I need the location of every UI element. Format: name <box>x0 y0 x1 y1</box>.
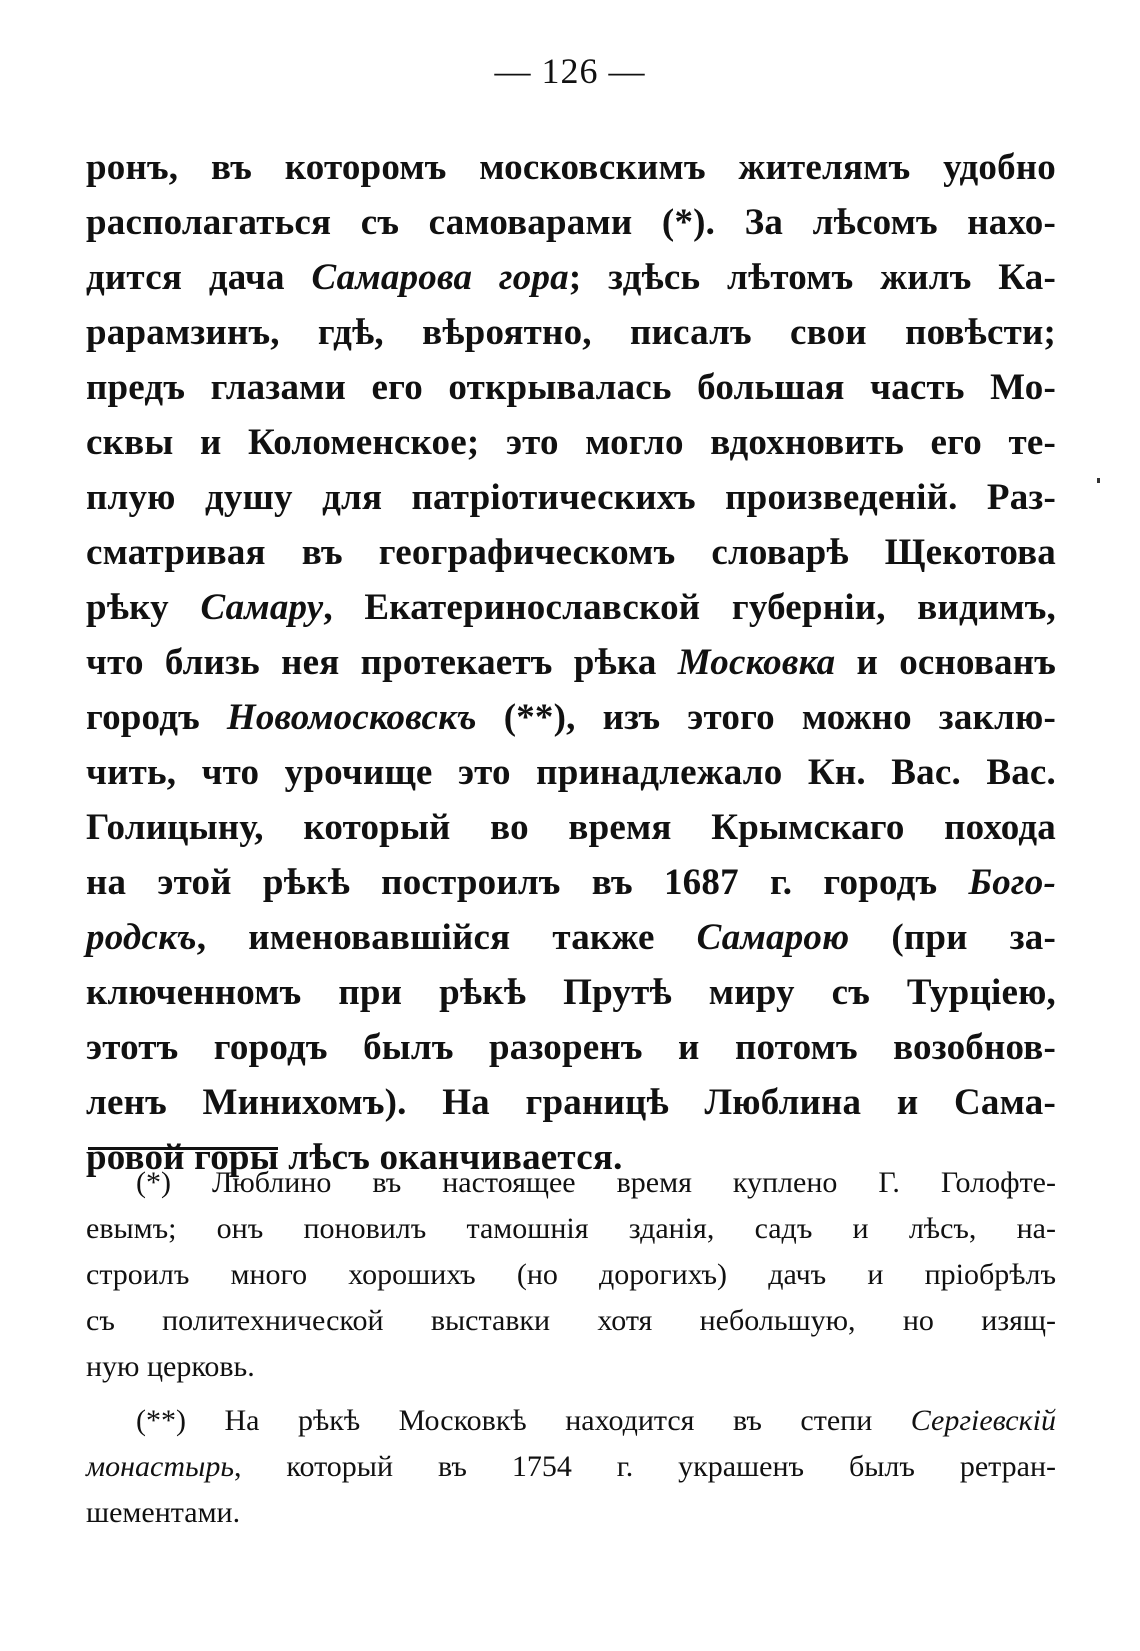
text-run: предъ глазами его открывалась большая часть Мо- <box>86 367 1056 408</box>
italic-text: Сергіевскій <box>910 1404 1056 1437</box>
text-run: и основанъ <box>835 642 1056 683</box>
footnote-line <box>86 1206 1056 1252</box>
footnote-line <box>86 1490 1056 1536</box>
main-text <box>86 140 1056 1185</box>
italic-text: Самарою <box>696 917 850 958</box>
text-run: ленъ Минихомъ). На границѣ Люблина и Сама- <box>86 1082 1056 1123</box>
text-line <box>86 800 1056 855</box>
text-run: ную церковь. <box>86 1350 255 1383</box>
italic-text: Московка <box>677 642 836 683</box>
italic-text: родскъ <box>86 917 197 958</box>
text-line <box>86 965 1056 1020</box>
text-run: съ политехнической выставки хотя небольшую, но изящ- <box>86 1304 1056 1337</box>
page-number: — 126 — <box>494 51 646 91</box>
text-run: ронъ, въ которомъ московскимъ жителямъ удобно <box>86 147 1056 188</box>
text-line <box>86 195 1056 250</box>
text-line <box>86 635 1056 690</box>
text-line <box>86 1075 1056 1130</box>
text-line <box>86 910 1056 965</box>
footnote-line <box>86 1344 1056 1390</box>
footnote-line <box>86 1160 1056 1206</box>
text-line <box>86 580 1056 635</box>
italic-text: Самару <box>200 587 324 628</box>
text-run: на этой рѣкѣ построилъ въ 1687 г. городъ <box>86 862 969 903</box>
footnote-line <box>86 1298 1056 1344</box>
text-run: Голицыну, который во время Крымскаго похода <box>86 807 1056 848</box>
italic-text: Самарова гора <box>311 257 569 298</box>
text-line <box>86 1020 1056 1075</box>
text-run: сматривая въ географическомъ словарѣ Щекотова <box>86 532 1056 573</box>
text-run: чить, что урочище это принадлежало Кн. Вас. Вас. <box>86 752 1056 793</box>
text-line <box>86 470 1056 525</box>
footnote-gap <box>86 1390 1056 1398</box>
text-run: , Екатеринославской губерніи, видимъ, <box>323 587 1057 628</box>
print-speck <box>1097 478 1100 483</box>
text-line <box>86 855 1056 910</box>
text-line <box>86 525 1056 580</box>
footnotes <box>86 1160 1056 1536</box>
text-run: евымъ; онъ поновилъ тамошнія зданія, садъ и лѣсъ, на- <box>86 1212 1056 1245</box>
text-run: (**) На рѣкѣ Московкѣ находится въ степи <box>136 1404 911 1437</box>
text-run: плую душу для патріотическихъ произведеній. Раз- <box>86 477 1056 518</box>
text-line <box>86 305 1056 360</box>
text-run: (при за- <box>849 917 1057 958</box>
text-line <box>86 140 1056 195</box>
text-line <box>86 690 1056 745</box>
text-run: , который въ 1754 г. украшенъ былъ ретран- <box>233 1450 1056 1483</box>
italic-text: Новомосковскъ <box>226 697 477 738</box>
text-run: располагаться съ самоварами (*). За лѣсомъ нахо- <box>86 202 1056 243</box>
text-line <box>86 415 1056 470</box>
text-run: шементами. <box>86 1496 241 1529</box>
text-run: ; здѣсь лѣтомъ жилъ Ка- <box>568 257 1056 298</box>
footnote-line <box>86 1444 1056 1490</box>
text-run: ключенномъ при рѣкѣ Прутѣ миру съ Турціею, <box>86 972 1056 1013</box>
text-line <box>86 360 1056 415</box>
italic-text: монастырь <box>86 1450 234 1483</box>
text-run: ровой горы лѣсъ оканчивается. <box>86 1137 623 1178</box>
text-line <box>86 745 1056 800</box>
text-run: что близь нея протекаетъ рѣка <box>86 642 678 683</box>
footnote-line <box>86 1398 1056 1444</box>
text-run: этотъ городъ былъ разоренъ и потомъ возобнов- <box>86 1027 1056 1068</box>
footnote-separator <box>88 1147 278 1150</box>
text-line <box>86 250 1056 305</box>
italic-text: Бого- <box>968 862 1056 903</box>
text-run: , именовавшійся также <box>196 917 697 958</box>
text-run: (**), изъ этого можно заклю- <box>476 697 1056 738</box>
text-run: сквы и Коломенское; это могло вдохновить его те- <box>86 422 1056 463</box>
text-run: (*) Люблино въ настоящее время куплено Г. Голофте- <box>136 1166 1056 1199</box>
footnote-line <box>86 1252 1056 1298</box>
text-run: рѣку <box>86 587 201 628</box>
text-run: городъ <box>86 697 227 738</box>
text-run: строилъ много хорошихъ (но дорогихъ) дачъ и пріобрѣлъ <box>86 1258 1056 1291</box>
text-run: дится дача <box>86 257 312 298</box>
text-run: рарамзинъ, гдѣ, вѣроятно, писалъ свои повѣсти; <box>86 312 1056 353</box>
